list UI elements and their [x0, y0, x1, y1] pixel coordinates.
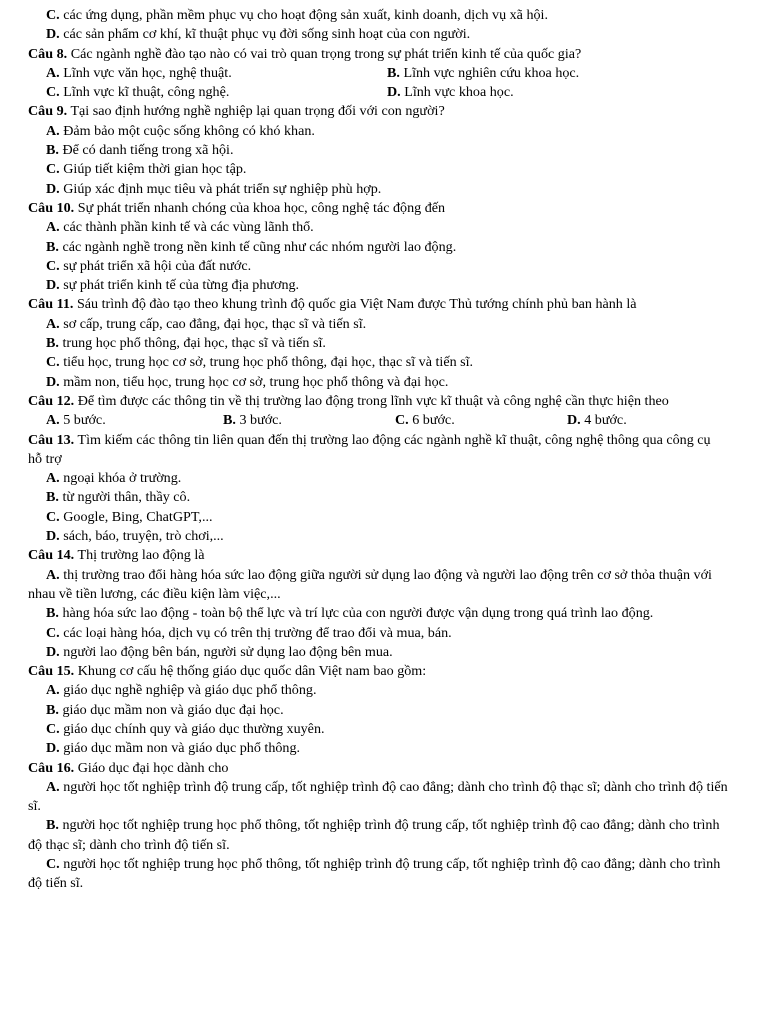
option-letter: Câu 11. [28, 296, 74, 313]
option-letter: C. [46, 257, 60, 274]
text-content: 4 bước. [580, 412, 627, 429]
text-content: Tại sao định hướng nghề nghiệp lại quan trọng đối với con người? [67, 103, 445, 120]
option-letter: Câu 15. [28, 663, 75, 680]
text-content: các ngành nghề trong nền kinh tế cũng như các nhóm người lao động. [58, 238, 457, 255]
q15-option-c [28, 720, 728, 739]
text-content: Các ngành nghề đào tạo nào có vai trò quan trọng trong sự phát triển kinh tế của quốc gia? [67, 45, 582, 62]
q10-option-c [28, 257, 728, 276]
text-content: Để tìm được các thông tin về thị trường lao động trong lĩnh vực kĩ thuật và công nghệ cần thực hiện theo [74, 392, 669, 409]
text-content: Lĩnh vực khoa học. [400, 84, 514, 101]
text-content: sách, báo, truyện, trò chơi,... [59, 528, 224, 545]
text-content: Lĩnh vực nghiên cứu khoa học. [399, 64, 580, 81]
q10-option-b [28, 238, 728, 257]
text-content: các loại hàng hóa, dịch vụ có trên thị trường để trao đổi và mua, bán. [59, 624, 452, 641]
option-letter: A. [46, 566, 60, 583]
q9-option-d [28, 180, 728, 199]
option-letter: B. [46, 701, 59, 718]
option-letter: D. [46, 528, 60, 545]
option-letter: A. [46, 470, 60, 487]
question-11 [28, 295, 728, 314]
option-letter: B. [46, 142, 59, 159]
text-content: Giúp tiết kiệm thời gian học tập. [59, 161, 247, 178]
text-content: tiểu học, trung học cơ sở, trung học phổ thông, đại học, thạc sĩ và tiến sĩ. [59, 354, 474, 371]
exam-page [28, 6, 728, 894]
text-content: các sản phẩm cơ khí, kĩ thuật phục vụ đời sống sinh hoạt của con người. [59, 26, 471, 43]
option-letter: C. [46, 720, 60, 737]
q12-options-row [28, 411, 728, 430]
option-letter: Câu 14. [28, 547, 75, 564]
text-content: giáo dục chính quy và giáo dục thường xuyên. [59, 720, 325, 737]
option-letter: Câu 12. [28, 392, 75, 409]
q8-option-b [387, 64, 728, 83]
text-content: người học tốt nghiệp trình độ trung cấp, tốt nghiệp trình độ cao đẳng; dành cho trình độ thạc sĩ; dành cho trình độ tiến sĩ. [28, 778, 728, 815]
text-content: người học tốt nghiệp trung học phổ thông, tốt nghiệp trình độ trung cấp, tốt nghiệp trình độ cao đẳng; dành cho trình độ tiến sĩ. [28, 856, 721, 892]
text-content: Google, Bing, ChatGPT,... [59, 508, 213, 525]
option-letter: D. [567, 412, 581, 429]
text-content: hàng hóa sức lao động - toàn bộ thể lực và trí lực của con người được vận dụng trong quá trình lao động. [58, 605, 654, 622]
q12-option-b [223, 411, 395, 430]
option-letter: C. [46, 624, 60, 641]
option-letter: Câu 8. [28, 45, 68, 62]
option-letter: D. [46, 277, 60, 294]
q16-option-c [28, 855, 728, 894]
option-letter: B. [46, 335, 59, 352]
option-letter: D. [46, 643, 60, 660]
option-letter: A. [46, 778, 60, 795]
option-letter: B. [46, 238, 59, 255]
question-9 [28, 102, 728, 121]
text-content: Giáo dục đại học dành cho [74, 759, 229, 776]
q16-option-b [28, 816, 728, 855]
option-letter: D. [46, 373, 60, 390]
q11-option-d [28, 373, 728, 392]
question-15 [28, 662, 728, 681]
text-content: các ứng dụng, phần mềm phục vụ cho hoạt động sản xuất, kinh doanh, dịch vụ xã hội. [59, 7, 548, 23]
q14-option-a [28, 566, 728, 605]
option-letter: B. [46, 817, 59, 834]
text-content: giáo dục mầm non và giáo dục đại học. [58, 701, 284, 718]
option-letter: B. [387, 64, 400, 81]
option-letter: A. [46, 412, 60, 429]
option-letter: C. [395, 412, 409, 429]
option-letter: C. [46, 354, 60, 371]
q15-option-b [28, 701, 728, 720]
option-letter: D. [46, 740, 60, 757]
q11-option-a [28, 315, 728, 334]
question-8 [28, 45, 728, 64]
text-content: Tìm kiếm các thông tin liên quan đến thị trường lao động các ngành nghề kĩ thuật, công nghệ thông qua công cụ hỗ trợ [28, 431, 711, 467]
option-letter: D. [46, 180, 60, 197]
question-12 [28, 392, 728, 411]
q11-option-c [28, 353, 728, 372]
option-letter: A. [46, 122, 60, 139]
text-content: giáo dục nghề nghiệp và giáo dục phổ thông. [59, 682, 317, 699]
q8-option-a [28, 64, 387, 83]
q14-option-c [28, 624, 728, 643]
q14-option-b [28, 604, 728, 623]
text-content: 6 bước. [408, 412, 455, 429]
q12-option-d [567, 411, 717, 430]
option-letter: D. [46, 26, 60, 43]
text-content: Lĩnh vực văn học, nghệ thuật. [59, 64, 232, 81]
option-letter: C. [46, 856, 60, 873]
text-content: 5 bước. [59, 412, 106, 429]
text-content: Đảm bảo một cuộc sống không có khó khan. [59, 122, 315, 139]
question-14 [28, 546, 728, 565]
text-content: sự phát triển kinh tế của từng địa phương. [59, 277, 300, 294]
option-d-prev [28, 25, 728, 44]
q14-option-d [28, 643, 728, 662]
text-content: ngoại khóa ở trường. [59, 470, 182, 487]
q13-option-d [28, 527, 728, 546]
option-letter: A. [46, 315, 60, 332]
option-letter: B. [223, 412, 236, 429]
question-13 [28, 431, 728, 470]
text-content: Thị trường lao động là [74, 547, 205, 564]
q10-option-d [28, 276, 728, 295]
text-content: người học tốt nghiệp trung học phổ thông, tốt nghiệp trình độ trung cấp, tốt nghiệp trình độ cao đẳng; dành cho trình độ thạc sĩ; dành cho trình độ tiến sĩ. [28, 817, 720, 853]
option-letter: Câu 9. [28, 103, 68, 120]
option-letter: A. [46, 682, 60, 699]
q13-option-c [28, 508, 728, 527]
text-content: giáo dục mầm non và giáo dục phổ thông. [59, 740, 301, 757]
option-letter: C. [46, 84, 60, 101]
q13-option-a [28, 469, 728, 488]
q15-option-d [28, 739, 728, 758]
q9-option-a [28, 122, 728, 141]
text-content: 3 bước. [235, 412, 282, 429]
text-content: sự phát triển xã hội của đất nước. [59, 257, 252, 274]
q8-option-d [387, 83, 728, 102]
text-content: thị trường trao đổi hàng hóa sức lao động giữa người sử dụng lao động và người lao động trên cơ sở thỏa thuận với nhau về tiền lương, các điều kiện làm việc,... [28, 566, 712, 602]
text-content: từ người thân, thầy cô. [58, 489, 191, 506]
option-letter: B. [46, 489, 59, 506]
text-content: sơ cấp, trung cấp, cao đẳng, đại học, thạc sĩ và tiến sĩ. [59, 315, 367, 332]
option-letter: Câu 13. [28, 431, 75, 448]
q16-option-a [28, 778, 728, 817]
option-c-prev [28, 6, 728, 25]
option-letter: C. [46, 508, 60, 525]
option-letter: A. [46, 64, 60, 81]
q8-options-row-2 [28, 83, 728, 102]
text-content: Sự phát triển nhanh chóng của khoa học, công nghệ tác động đến [74, 199, 446, 216]
text-content: Khung cơ cấu hệ thống giáo dục quốc dân Việt nam bao gồm: [74, 663, 427, 680]
text-content: Để có danh tiếng trong xã hội. [58, 142, 234, 159]
q10-option-a [28, 218, 728, 237]
text-content: mầm non, tiểu học, trung học cơ sở, trung học phổ thông và đại học. [59, 373, 449, 390]
q8-options-row-1 [28, 64, 728, 83]
option-letter: Câu 16. [28, 759, 75, 776]
q12-option-a [28, 411, 223, 430]
q11-option-b [28, 334, 728, 353]
text-content: các thành phần kinh tế và các vùng lãnh thổ. [59, 219, 314, 236]
text-content: Lĩnh vực kĩ thuật, công nghệ. [59, 84, 230, 101]
q12-option-c [395, 411, 567, 430]
option-letter: B. [46, 605, 59, 622]
option-letter: Câu 10. [28, 199, 75, 216]
option-letter: A. [46, 219, 60, 236]
option-letter: C. [46, 7, 60, 23]
q13-option-b [28, 488, 728, 507]
q9-option-b [28, 141, 728, 160]
text-content: Giúp xác định mục tiêu và phát triển sự nghiệp phù hợp. [59, 180, 382, 197]
q15-option-a [28, 681, 728, 700]
question-10 [28, 199, 728, 218]
question-16 [28, 759, 728, 778]
q8-option-c [28, 83, 387, 102]
text-content: Sáu trình độ đào tạo theo khung trình độ quốc gia Việt Nam được Thủ tướng chính phủ ban hành là [73, 296, 637, 313]
q9-option-c [28, 160, 728, 179]
option-letter: C. [46, 161, 60, 178]
option-letter: D. [387, 84, 401, 101]
text-content: người lao động bên bán, người sử dụng lao động bên mua. [59, 643, 393, 660]
text-content: trung học phổ thông, đại học, thạc sĩ và tiến sĩ. [58, 335, 326, 352]
